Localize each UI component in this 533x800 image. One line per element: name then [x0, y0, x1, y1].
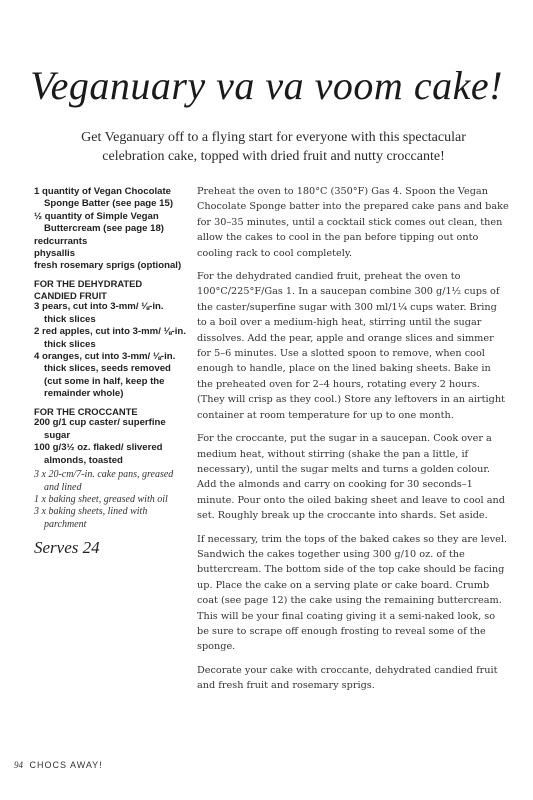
ingredient-item: ½ quantity of Simple Vegan Buttercream (see page 18): [34, 210, 164, 235]
recipe-title: Veganuary va va voom cake!: [30, 63, 503, 108]
ingredient-item: redcurrants: [34, 235, 88, 247]
ingredient-item: 2 red apples, cut into 3-mm/ ⅛-in. thick slices: [34, 326, 186, 350]
ingredient-item: 1 quantity of Vegan Chocolate Sponge Batter (see page 15): [34, 186, 174, 210]
equipment-item: 3 x baking sheets, lined with parchment: [34, 506, 148, 530]
method-step: For the dehydrated candied fruit, preheat the oven to 100°C/225°F/Gas 1. In a saucepan combine 300 g/1½ cups of the caster/superfine sugar with 300 ml/1¼ cups water. Bring to a boil over a medium-high heat, stirring until the sugar dissolves. Add the pear, apple and orange slices and simmer for 5–6 minutes. Use a slotted spoon to remove, when cool enough to handle, place on the lined baking sheets. Bake in the preheated oven for 2–4 hours, rotating every 2 hours. (They will crisp as they cool.) Store any leftovers in an airtight container at room temperature for up to one month.: [197, 271, 505, 421]
section-name: CHOCS AWAY!: [29, 760, 103, 770]
croccante-heading: FOR THE CROCCANTE: [34, 405, 138, 417]
recipe-intro: Get Veganuary off to a flying start for everyone with this spectacular celebration cake, topped with dried fruit and nutty croccante!: [81, 130, 466, 164]
method-step: Preheat the oven to 180°C (350°F) Gas 4. Spoon the Vegan Chocolate Sponge batter into the prepared cake pans and bake for 30–35 minutes, until a cocktail stick comes out clean, then allow the cakes to cool in the pan before tipping out onto cooling rack to cool completely.: [197, 186, 509, 259]
page-footer: [14, 760, 103, 770]
equipment-item: 3 x 20-cm/7-in. cake pans, greased and lined: [34, 469, 174, 493]
ingredient-item: 3 pears, cut into 3-mm/ ⅛-in. thick slices: [34, 301, 164, 325]
page-number: 94: [14, 760, 23, 770]
dehydrated-heading: FOR THE DEHYDRATED CANDIED FRUIT: [34, 277, 143, 301]
serves-label: Serves 24: [34, 538, 100, 558]
ingredient-item: physallis: [34, 248, 76, 260]
equipment-item: 1 x baking sheet, greased with oil: [34, 493, 168, 505]
ingredient-item: fresh rosemary sprigs (optional): [34, 260, 182, 272]
ingredient-item: 4 oranges, cut into 3-mm/ ⅛-in. thick slices, seeds removed (cut some in half, keep the remainder whole): [34, 351, 176, 400]
method-column: [197, 184, 509, 702]
method-step: Decorate your cake with croccante, dehydrated candied fruit and fresh fruit and rosemary sprigs.: [197, 664, 498, 692]
ingredients-column: [34, 186, 186, 558]
ingredient-item: 100 g/3½ oz. flaked/ slivered almonds, toasted: [34, 442, 163, 466]
method-step: If necessary, trim the tops of the baked cakes so they are level. Sandwich the cakes together using 300 g/10 oz. of the buttercream. The bottom side of the top cake should be facing up. Place the cake on a serving plate or cake board. Crumb coat (see page 12) the cake using the remaining buttercream. This will be your final coating giving it a semi-naked look, so be sure to scrape off enough frosting to reveal some of the sponge.: [197, 533, 508, 653]
method-step: For the croccante, put the sugar in a saucepan. Cook over a medium heat, without stirring (shake the pan a little, if necessary), until the sugar melts and turns a golden colour. Add the almonds and carry on cooking for 30 seconds–1 minute. Pour onto the oiled baking sheet and leave to cool and set. Roughly break up the croccante into shards. Set aside.: [197, 433, 505, 522]
ingredient-item: 200 g/1 cup caster/ superfine sugar: [34, 417, 166, 441]
